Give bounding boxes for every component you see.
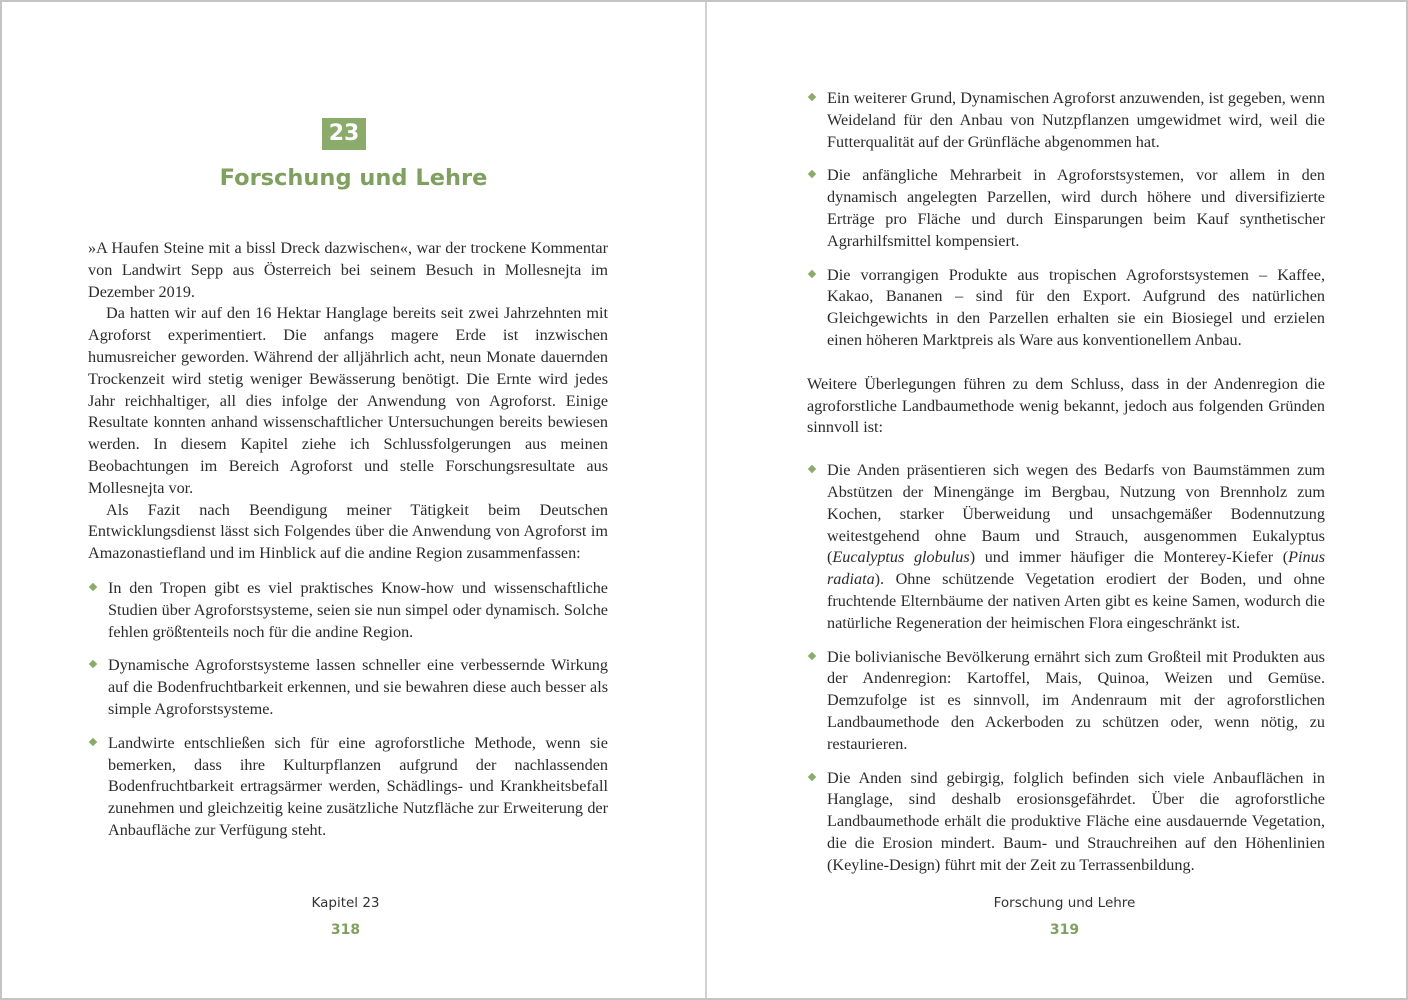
list-item-text: Die bolivianische Bevölkerung ernährt sich zum Großteil mit Produkten aus der Andenregion: Kartoffel, Mais, Quinoa, Weizen und Gemüse. Demzufolge ist es sinnvoll, im Andenraum mit der agroforstlichen Landbaumethode den Ackerboden zu schützen oder, wenn nötig, zu restaurieren. <box>827 647 1325 753</box>
list-item <box>88 578 608 643</box>
list-item-text-part: ). Ohne schützende Vegetation erodiert der Boden, und ohne fruchtende Elternbäume der nativen Arten gibt es keine Samen, wodurch die natürliche Regeneration der heimischen Flora eingeschränkt ist. <box>827 570 1325 632</box>
list-item <box>807 165 1325 252</box>
list-item <box>807 460 1325 634</box>
list-item-text: Die vorrangigen Produkte aus tropischen Agroforstsystemen – Kaffee, Kakao, Bananen – sind für den Export. Aufgrund des natürlichen Gleichgewichts in den Parzellen erhalten sie ein Biosiegel und erzielen einen höheren Marktpreis als Ware aus konventionellem Anbau. <box>827 265 1325 349</box>
diamond-bullet-icon <box>808 772 816 780</box>
diamond-bullet-icon <box>89 737 97 745</box>
list-item-text-part: ) und immer häufiger die Monterey-Kiefer ( <box>969 548 1289 567</box>
list-item <box>807 265 1325 352</box>
right-page <box>707 2 1406 998</box>
body-paragraph: Als Fazit nach Beendigung meiner Tätigkeit beim Deutschen Entwicklungsdienst lässt sich Folgendes über die Anwendung von Agroforst im Amazonastiefland und im Hinblick auf die andine Region zusammenfassen: <box>88 500 608 563</box>
diamond-bullet-icon <box>808 170 816 178</box>
left-body-text <box>88 238 608 854</box>
bullet-list <box>807 88 1325 352</box>
list-item <box>807 88 1325 153</box>
list-item-text: Ein weiterer Grund, Dynamischen Agroforst anzuwenden, ist gegeben, wenn Weideland für den Anbau von Nutzpflanzen umgewidmet wird, weil die Futterqualität auf der Grünfläche abgenommen hat. <box>827 89 1325 151</box>
bullet-list <box>88 578 608 842</box>
list-item-text-part: Die Anden präsentieren sich wegen des Bedarfs von Baumstämmen zum Abstützen der Minengänge im Bergbau, Nutzung von Brennholz zum Kochen, starker Überweidung und unsachgemäßer Bodennutzung weitestgehend ohne Baum und Strauch, ausgenommen Eukalyptus ( <box>827 461 1325 567</box>
running-footer: Forschung und Lehre <box>993 895 1136 911</box>
list-item <box>88 655 608 720</box>
diamond-bullet-icon <box>808 269 816 277</box>
species-name-italic: Eucalyptus globulus <box>832 548 970 567</box>
chapter-title: Forschung und Lehre <box>219 165 488 191</box>
list-item <box>807 647 1325 756</box>
diamond-bullet-icon <box>808 651 816 659</box>
body-paragraph: Weitere Überlegungen führen zu dem Schluss, dass in der Andenregion die agroforstliche Landbaumethode wenig bekannt, jedoch aus folgenden Gründen sinnvoll ist: <box>807 374 1325 437</box>
list-item-text: Die Anden sind gebirgig, folglich befinden sich viele Anbauflächen in Hanglage, sind deshalb erosionsgefährdet. Über die agroforstliche Landbaumethode erhält die produktive Fläche eine ausdauernde Vegetation, die die Erosion mindert. Baum- und Strauchreihen auf den Höhenlinien (Keyline-Design) führt mit der Zeit zu Terrassenbildung. <box>827 768 1325 874</box>
list-item-text: In den Tropen gibt es viel praktisches Know-how und wissenschaftliche Studien über Agroforstsysteme, seien sie nun simpel oder dynamisch. Solche fehlen größtenteils noch für die andine Region. <box>108 578 608 641</box>
list-item-text: Die anfängliche Mehrarbeit in Agroforstsystemen, vor allem in den dynamisch angelegten Parzellen, wird durch höhere und diversifizierte Erträge pro Fläche und durch Einsparungen beim Kauf synthetischer Agrarhilfsmittel kompensiert. <box>827 166 1325 250</box>
species-name-italic: Pinus radiata <box>827 548 1325 589</box>
list-item-text: Landwirte entschließen sich für eine agroforstliche Methode, wenn sie bemerken, dass ihre Kulturpflanzen aufgrund der nachlassenden Bodenfruchtbarkeit ertragsärmer werden, Schädlings- und Krankheitsbefall zunehmen und gleichzeitig keine zusätzliche Nutzfläche zur Erweiterung der Anbaufläche zur Verfügung steht. <box>108 733 608 839</box>
list-item-text <box>827 460 1325 634</box>
page-number: 318 <box>330 922 361 938</box>
chapter-number-badge: 23 <box>322 118 366 150</box>
bullet-list <box>807 460 1325 876</box>
right-body-text <box>807 88 1325 889</box>
diamond-bullet-icon <box>808 93 816 101</box>
diamond-bullet-icon <box>808 465 816 473</box>
diamond-bullet-icon <box>89 660 97 668</box>
list-item-text: Dynamische Agroforstsysteme lassen schneller eine verbessernde Wirkung auf die Bodenfruchtbarkeit erkennen, und sie bewahren diese auch besser als simple Agroforstsysteme. <box>108 656 608 718</box>
left-page <box>2 2 705 998</box>
running-footer: Kapitel 23 <box>311 895 380 911</box>
page-number: 319 <box>1049 922 1080 938</box>
diamond-bullet-icon <box>89 583 97 591</box>
intro-paragraph: »A Haufen Steine mit a bissl Dreck dazwischen«, war der trockene Kommentar von Landwirt Sepp aus Österreich bei seinem Besuch in Mollesnejta im Dezember 2019. <box>88 239 608 301</box>
body-paragraph: Da hatten wir auf den 16 Hektar Hanglage bereits seit zwei Jahrzehnten mit Agroforst experimentiert. Die anfangs magere Erde ist inzwischen humusreicher geworden. Während der alljährlich acht, neun Monate dauernden Trockenzeit wird stetig weniger Bewässerung benötigt. Die Ernte wird jedes Jahr reichhaltiger, all dies infolge der Anwendung von Agroforst. Einige Resultate konnten anhand wissenschaftlicher Untersuchungen bereits bewiesen werden. In diesem Kapitel ziehe ich Schlussfolgerungen aus meinen Beobachtungen im Bereich Agroforst und stelle Forschungsresultate aus Mollesnejta vor. <box>88 304 608 497</box>
list-item <box>88 733 608 842</box>
list-item <box>807 768 1325 877</box>
